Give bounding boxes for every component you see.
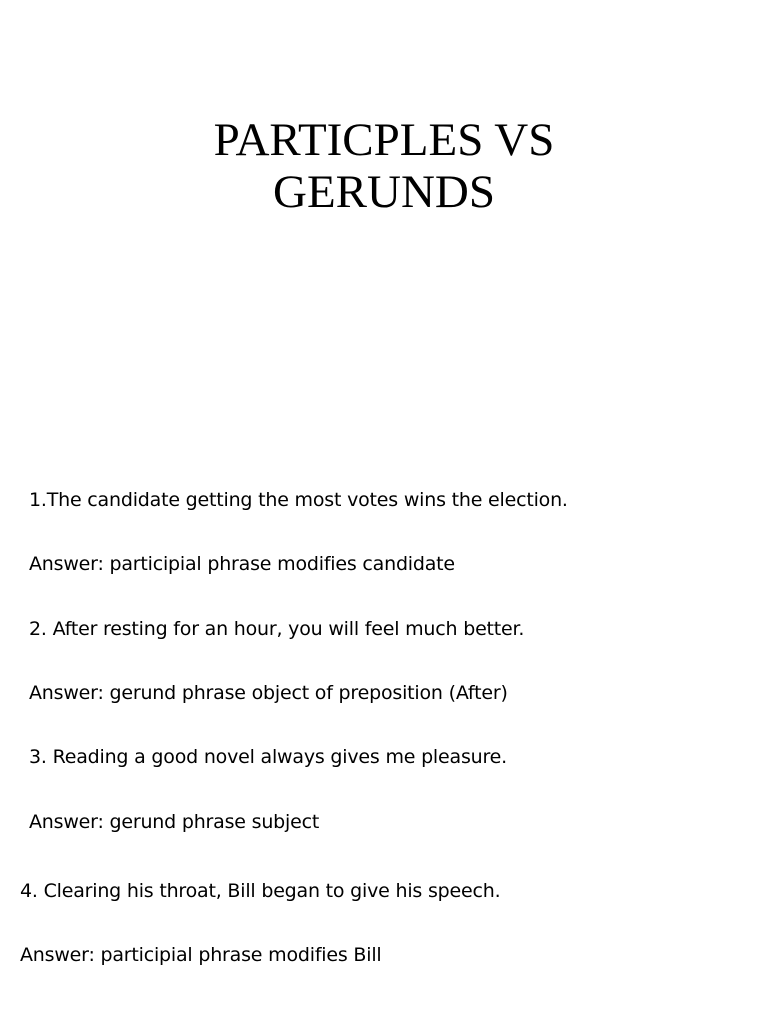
title-line-1: PARTICPLES VS: [213, 114, 555, 166]
question-2: 2. After resting for an hour, you will feel much better.: [29, 618, 525, 640]
question-4: 4. Clearing his throat, Bill began to give his speech.: [20, 880, 501, 902]
title-line-2: GERUNDS: [273, 166, 495, 218]
answer-4: Answer: participial phrase modifies Bill: [20, 944, 382, 966]
answer-2: Answer: gerund phrase object of preposition (After): [29, 682, 508, 704]
answer-3: Answer: gerund phrase subject: [29, 811, 320, 833]
question-3: 3. Reading a good novel always gives me pleasure.: [29, 746, 508, 768]
slide-title: [0, 114, 768, 218]
question-1: 1.The candidate getting the most votes wins the election.: [29, 489, 568, 511]
answer-1: Answer: participial phrase modifies candidate: [29, 553, 455, 575]
